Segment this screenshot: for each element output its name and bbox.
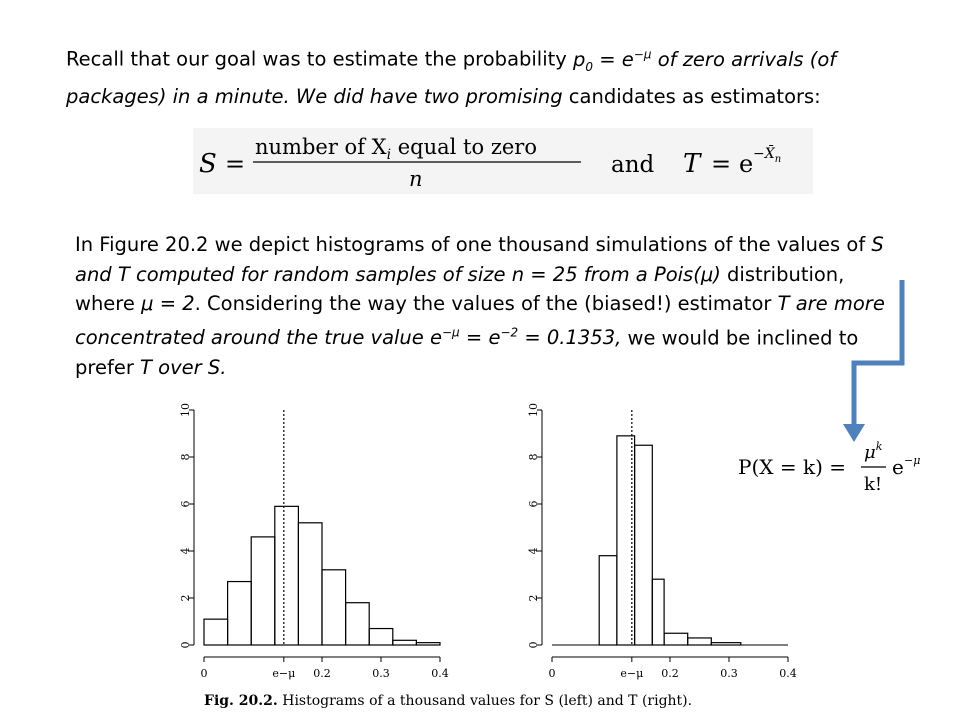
- intro-eq: = e: [593, 47, 634, 71]
- x-tick-label: 0.2: [313, 667, 331, 680]
- body-text-10: T over S.: [140, 355, 227, 379]
- intro-paragraph: [66, 40, 926, 111]
- formula-T: T: [683, 149, 701, 179]
- x-tick-label: 0.3: [720, 667, 738, 680]
- intro-text-4: We did have two promising: [289, 84, 563, 108]
- histogram-bar: [664, 633, 688, 645]
- formula-T-exponent-sub: n: [774, 154, 782, 165]
- y-tick-label: 10: [527, 403, 540, 417]
- histogram-figure: [160, 392, 800, 692]
- estimator-formulas: [193, 128, 813, 194]
- formula-T-rhs: e: [739, 150, 754, 178]
- y-tick-label: 6: [179, 500, 192, 508]
- x-tick-label: 0.4: [431, 667, 449, 680]
- histogram-bar: [393, 640, 417, 645]
- body-text-3: distribution, where: [75, 262, 845, 315]
- intro-text-5: candidates as estimators:: [562, 84, 821, 108]
- formula-S-numerator-tail: equal to zero: [391, 135, 537, 159]
- body-text-5: . Considering the way the values of the (biased!) estimator: [194, 292, 778, 315]
- intro-text-1: Recall that our goal was to estimate the probability: [66, 47, 574, 71]
- x-tick-label: 0: [548, 667, 556, 680]
- y-tick-label: 6: [527, 500, 540, 508]
- x-tick-label: 0: [200, 667, 208, 680]
- histogram-bar: [599, 556, 617, 645]
- histogram-bar: [652, 579, 664, 645]
- histogram-bar: [416, 643, 440, 645]
- histogram-s: [179, 403, 449, 680]
- body-exp-2: −2: [500, 325, 519, 340]
- histogram-bar: [322, 570, 346, 645]
- histogram-bar: [635, 445, 653, 645]
- formula-T-exponent-main: −X̄: [753, 146, 775, 162]
- p0-sub: 0: [585, 59, 594, 74]
- body-text-1: In Figure 20.2 we depict histograms of one thousand simulations of the values of: [75, 233, 872, 256]
- formula-S: S: [199, 149, 217, 179]
- y-tick-label: 8: [179, 453, 192, 461]
- x-tick-label: 0.3: [372, 667, 390, 680]
- histogram-bar: [251, 537, 275, 645]
- caption-text: Histograms of a thousand values for S (left) and T (right).: [277, 693, 693, 709]
- formula-S-numerator-sub: i: [386, 147, 392, 163]
- arrow-line: [854, 280, 902, 426]
- body-exp-1: −μ: [442, 325, 460, 340]
- y-tick-label: 4: [179, 547, 192, 555]
- body-text-4: μ = 2: [141, 292, 195, 315]
- x-tick-label: 0.2: [661, 667, 679, 680]
- formula-and: and: [611, 152, 655, 178]
- body-text-7: = e: [459, 326, 501, 349]
- y-tick-label: 2: [179, 594, 192, 602]
- formula-T-eq: =: [711, 150, 732, 178]
- p0-base: p: [573, 47, 586, 71]
- body-text-8: = 0.1353,: [518, 326, 622, 349]
- poisson-den: k!: [864, 474, 883, 495]
- poisson-e: e: [892, 455, 904, 479]
- x-tick-label: e−μ: [620, 667, 644, 680]
- poisson-num-sup: k: [875, 440, 883, 453]
- histogram-bar: [275, 506, 299, 645]
- formula-S-numerator-head: number of X: [255, 135, 387, 159]
- intro-exp: −μ: [633, 47, 652, 61]
- poisson-num-base: μ: [864, 442, 876, 463]
- intro-text-3: of zero arrivals (of packages) in a minute.: [66, 47, 837, 108]
- y-tick-label: 0: [527, 641, 540, 649]
- body-text-6: T are more concentrated around the true value e: [75, 292, 885, 349]
- formula-S-eq: =: [225, 150, 246, 178]
- formula-S-numerator: [255, 135, 537, 163]
- figure-caption: [204, 693, 692, 709]
- poisson-e-sup: −μ: [904, 454, 921, 467]
- poisson-num: [864, 440, 883, 463]
- histogram-bar: [228, 582, 252, 645]
- histogram-bar: [346, 603, 370, 645]
- y-tick-label: 0: [179, 641, 192, 649]
- y-tick-label: 8: [527, 453, 540, 461]
- histogram-bar: [711, 643, 741, 645]
- poisson-lhs: P(X = k) =: [738, 455, 847, 479]
- x-tick-label: 0.4: [779, 667, 797, 680]
- histogram-t: [527, 403, 797, 680]
- body-text-9: we would be inclined to prefer: [75, 326, 859, 379]
- estimator-formulas-svg: [193, 128, 813, 194]
- x-tick-label: e−μ: [272, 667, 296, 680]
- body-text-2: S and T computed for random samples of size n = 25 from a Pois(μ): [75, 233, 884, 286]
- histogram-bar: [688, 638, 712, 645]
- histogram-bar: [369, 629, 393, 645]
- pointer-arrow: [840, 278, 910, 448]
- y-tick-label: 4: [527, 547, 540, 555]
- y-tick-label: 10: [179, 403, 192, 417]
- caption-label: Fig. 20.2.: [204, 693, 278, 709]
- formula-S-denominator: n: [409, 167, 423, 191]
- formula-T-exponent: [753, 144, 781, 165]
- y-tick-label: 2: [527, 594, 540, 602]
- histogram-bar: [204, 619, 228, 645]
- histogram-bar: [298, 523, 322, 645]
- body-paragraph: [75, 230, 905, 382]
